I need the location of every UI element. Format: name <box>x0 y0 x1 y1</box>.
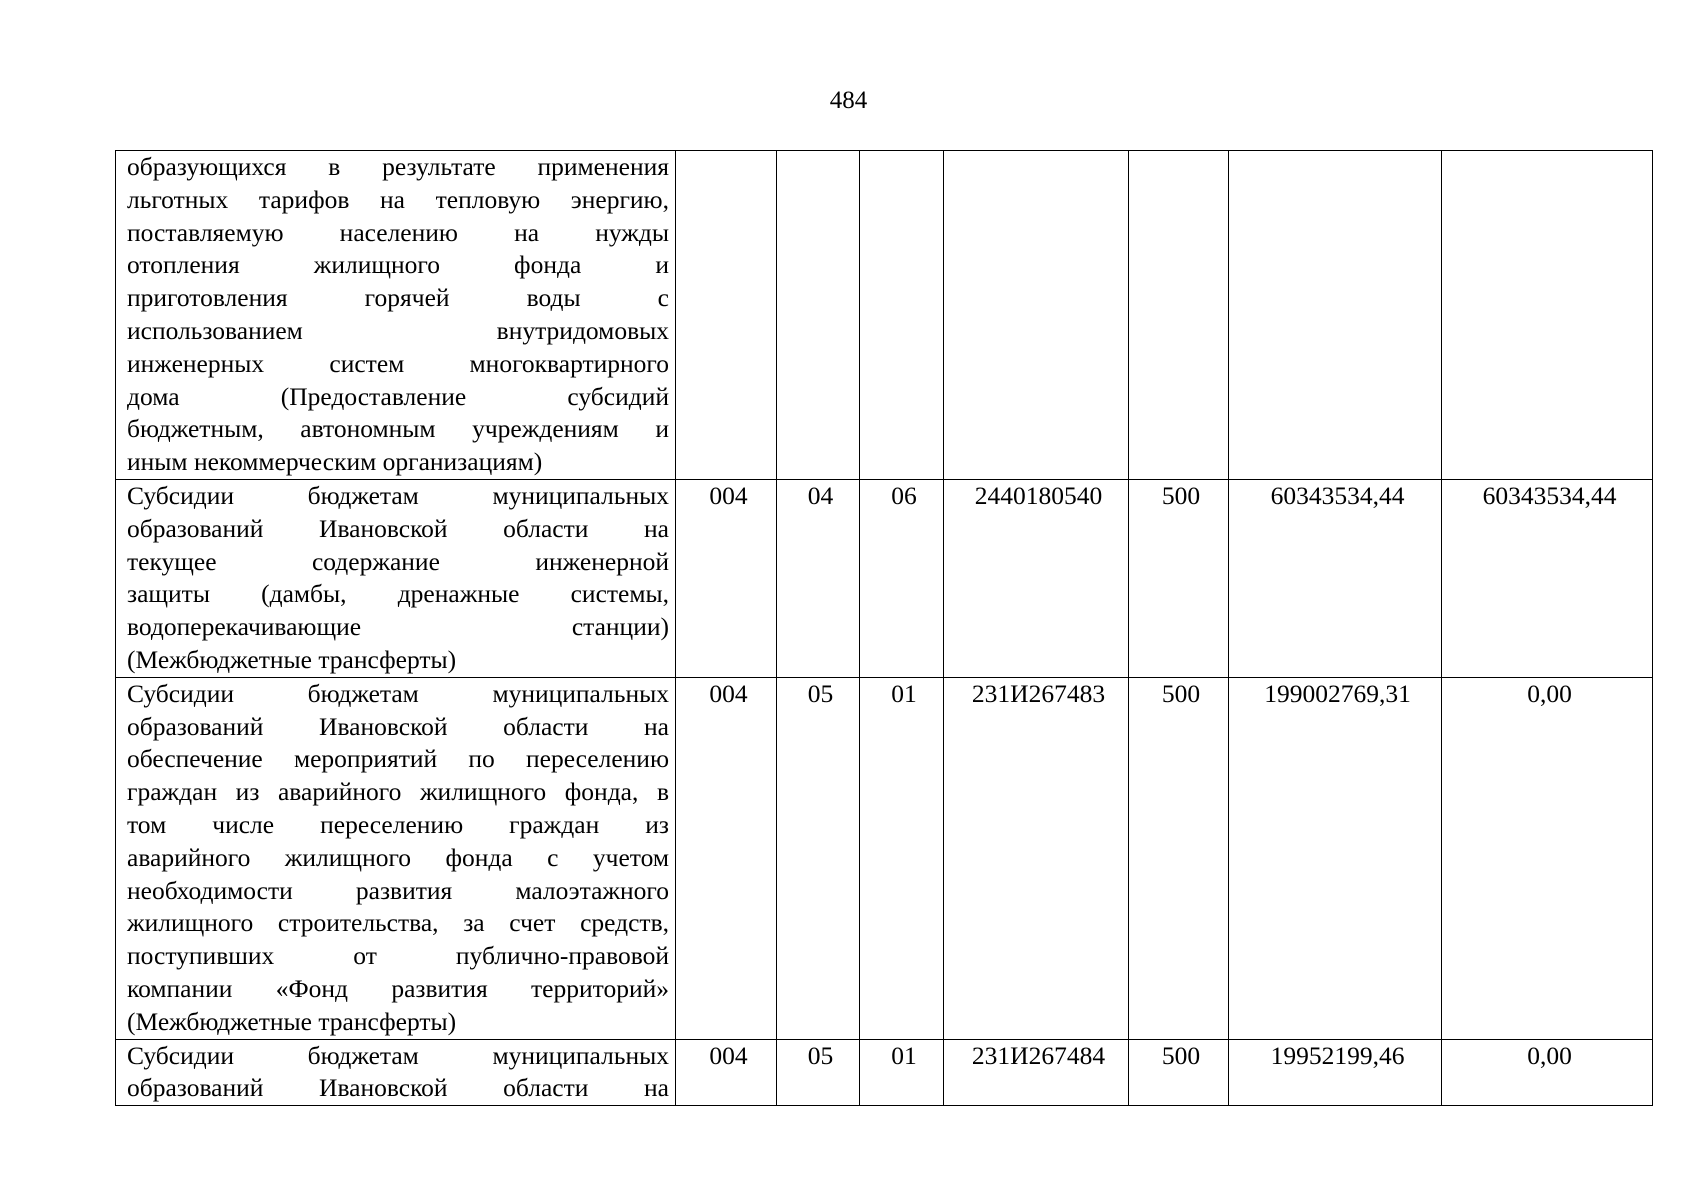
ministry-code-cell: 004 <box>676 1039 777 1106</box>
description-line: защиты (дамбы, дренажные системы, <box>127 579 669 609</box>
description-line: образований Ивановской области на <box>127 513 669 543</box>
description-line: необходимости развития малоэтажного <box>127 875 669 905</box>
expense-type-cell: 500 <box>1129 677 1229 1039</box>
table-row <box>116 151 1653 480</box>
target-article-cell: 2440180540 <box>944 479 1129 677</box>
description-line: компании «Фонд развития территорий» <box>127 973 669 1003</box>
target-article-cell: 231И267484 <box>944 1039 1129 1106</box>
ministry-code-cell: 004 <box>676 677 777 1039</box>
description-cell <box>116 677 676 1039</box>
amount-year2-cell: 0,00 <box>1442 1039 1653 1106</box>
amount-year1-cell <box>1229 151 1442 480</box>
page-number: 484 <box>829 87 868 114</box>
amount-year1-cell: 60343534,44 <box>1229 479 1442 677</box>
expense-type-cell <box>1129 151 1229 480</box>
table-row <box>116 677 1653 1039</box>
table-row <box>116 479 1653 677</box>
description-line: дома (Предоставление субсидий <box>127 381 669 411</box>
subsection-code-cell: 01 <box>860 1039 944 1106</box>
description-line: бюджетным, автономным учреждениям и <box>127 414 669 444</box>
description-line: граждан из аварийного жилищного фонда, в <box>127 777 669 807</box>
description-line: жилищного строительства, за счет средств, <box>127 908 669 938</box>
description-cell <box>116 1039 676 1106</box>
table-row <box>116 1039 1653 1106</box>
section-code-cell: 05 <box>777 677 860 1039</box>
target-article-cell: 231И267483 <box>944 677 1129 1039</box>
description-line: Субсидии бюджетам муниципальных <box>127 480 669 510</box>
description-line: Субсидии бюджетам муниципальных <box>127 1040 669 1070</box>
description-cell <box>116 479 676 677</box>
description-line: обеспечение мероприятий по переселению <box>127 744 669 774</box>
description-line: образующихся в результате применения <box>127 152 669 181</box>
description-line: инженерных систем многоквартирного <box>127 348 669 378</box>
target-article-cell <box>944 151 1129 480</box>
description-line: (Межбюджетные трансферты) <box>127 644 457 674</box>
description-cell <box>116 151 676 480</box>
subsection-code-cell <box>860 151 944 480</box>
subsection-code-cell: 06 <box>860 479 944 677</box>
section-code-cell: 05 <box>777 1039 860 1106</box>
description-line: льготных тарифов на тепловую энергию, <box>127 184 669 214</box>
section-code-cell: 04 <box>777 479 860 677</box>
subsection-code-cell: 01 <box>860 677 944 1039</box>
budget-table <box>115 150 1653 1106</box>
amount-year2-cell <box>1442 151 1653 480</box>
description-line: использованием внутридомовых <box>127 315 669 345</box>
description-line: Субсидии бюджетам муниципальных <box>127 678 669 708</box>
expense-type-cell: 500 <box>1129 1039 1229 1106</box>
description-line: поступивших от публично-правовой <box>127 941 669 971</box>
description-line: поставляемую населению на нужды <box>127 217 669 247</box>
amount-year2-cell: 60343534,44 <box>1442 479 1653 677</box>
expense-type-cell: 500 <box>1129 479 1229 677</box>
description-line: образований Ивановской области на <box>127 711 669 741</box>
ministry-code-cell: 004 <box>676 479 777 677</box>
ministry-code-cell <box>676 151 777 480</box>
description-line: образований Ивановской области на <box>127 1073 669 1103</box>
amount-year1-cell: 19952199,46 <box>1229 1039 1442 1106</box>
description-line: том числе переселению граждан из <box>127 809 669 839</box>
description-line: аварийного жилищного фонда с учетом <box>127 842 669 872</box>
section-code-cell <box>777 151 860 480</box>
description-line: приготовления горячей воды с <box>127 283 669 313</box>
amount-year2-cell: 0,00 <box>1442 677 1653 1039</box>
description-line: (Межбюджетные трансферты) <box>127 1006 457 1036</box>
description-line: отопления жилищного фонда и <box>127 250 669 280</box>
description-line: иным некоммерческим организациям) <box>127 447 543 477</box>
amount-year1-cell: 199002769,31 <box>1229 677 1442 1039</box>
description-line: текущее содержание инженерной <box>127 546 669 576</box>
description-line: водоперекачивающие станции) <box>127 612 669 642</box>
